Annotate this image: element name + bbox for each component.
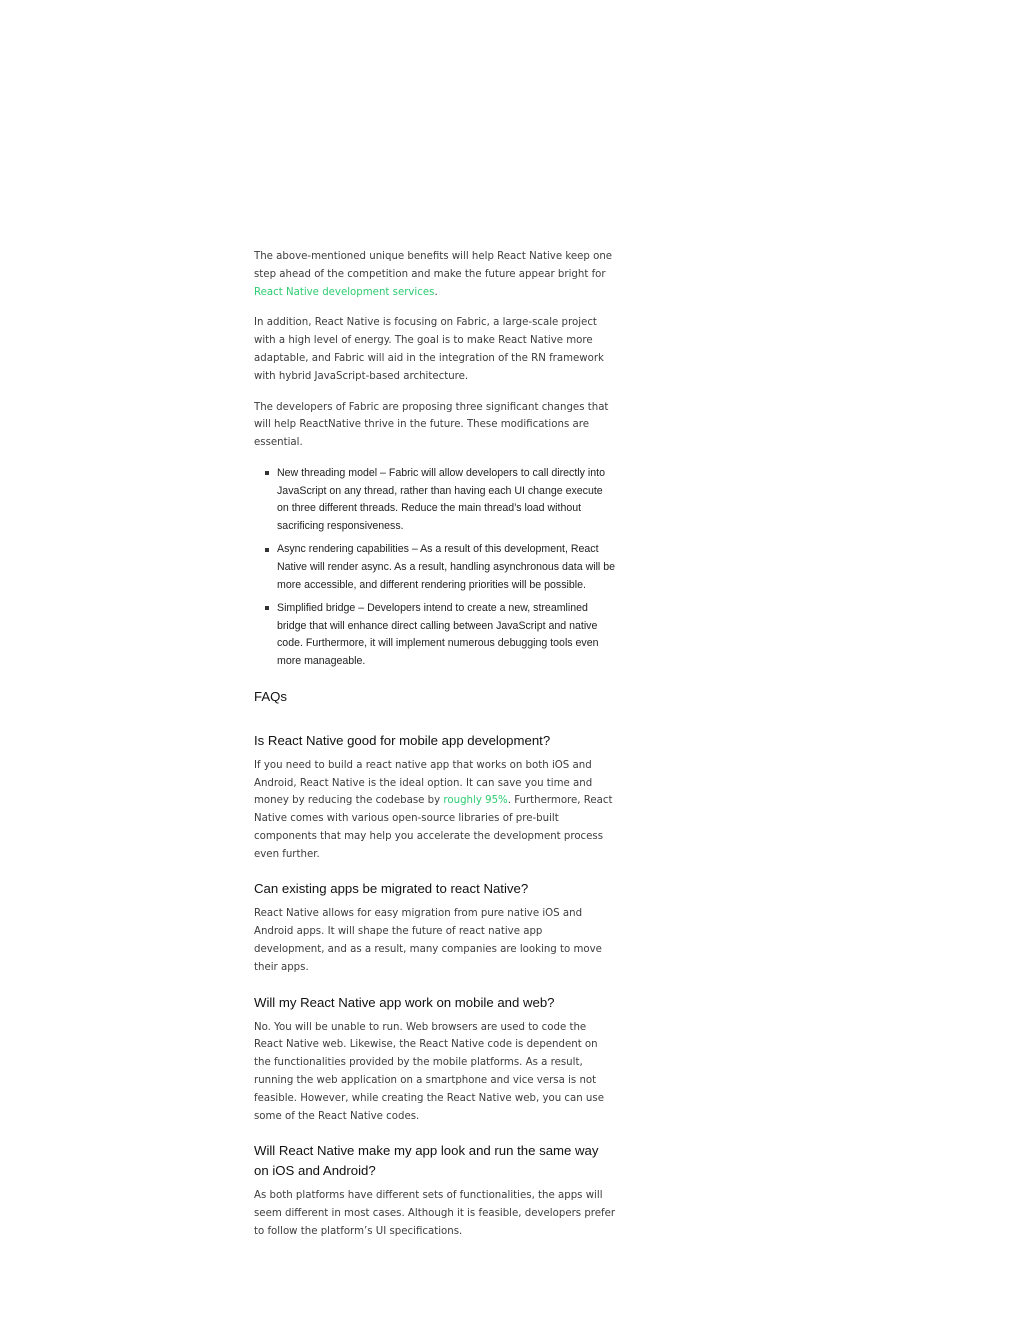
faq-item-3 <box>254 993 616 1126</box>
list-item: New threading model – Fabric will allow developers to call directly into JavaScript on any thread, rather than having each UI change execute on three different threads. Reduce the main thread’s load without sacrificing responsiveness. <box>277 465 616 536</box>
faq-answer: React Native allows for easy migration from pure native iOS and Android apps. It will shape the future of react native app development, and as a result, many companies are looking to move their apps. <box>254 908 602 973</box>
faq-question: Will React Native make my app look and run the same way on iOS and Android? <box>254 1143 599 1179</box>
faq-item-1 <box>254 731 616 864</box>
faq-item-2 <box>254 879 616 976</box>
intro-paragraph-1: The above-mentioned unique benefits will help React Native keep one step ahead of the competition and make the future appear bright for React Native development services. <box>254 251 613 298</box>
bullet-icon <box>265 548 269 552</box>
faq-answer: No. You will be unable to run. Web browsers are used to code the React Native web. Likewise, the React Native code is dependent on the functionalities provided by the mobile platforms. As a result, running the web application on a smartphone and vice versa is not feasible. However, while creating the React Native web, you can use some of the React Native codes. <box>254 1021 604 1122</box>
article-column <box>254 248 616 1257</box>
bullet-icon <box>265 471 269 475</box>
faq-question: Is React Native good for mobile app development? <box>254 732 551 748</box>
react-native-services-link[interactable]: React Native development services <box>254 286 435 298</box>
faq-item-4 <box>254 1141 616 1240</box>
intro-paragraph-2: In addition, React Native is focusing on Fabric, a large-scale project with a high level of energy. The goal is to make React Native more adaptable, and Fabric will aid in the integration of the RN framework with hybrid JavaScript-based architecture. <box>254 317 604 382</box>
bullet-icon <box>265 606 269 610</box>
faq-question: Will my React Native app work on mobile and web? <box>254 994 555 1010</box>
list-item: Simplified bridge – Developers intend to create a new, streamlined bridge that will enhance direct calling between JavaScript and native code. Furthermore, it will implement numerous debugging tools even more manageable. <box>277 600 616 671</box>
faq-question: Can existing apps be migrated to react Native? <box>254 881 529 897</box>
faqs-heading: FAQs <box>254 688 287 704</box>
list-item: Async rendering capabilities – As a result of this development, React Native will render async. As a result, handling asynchronous data will be more accessible, and different rendering priorities will be possible. <box>277 541 616 594</box>
roughly-95-link[interactable]: roughly 95% <box>443 795 508 807</box>
intro-paragraph-3: The developers of Fabric are proposing three significant changes that will help ReactNative thrive in the future. These modifications are essential. <box>254 401 609 449</box>
faq-answer: As both platforms have different sets of functionalities, the apps will seem different in most cases. Although it is feasible, developers prefer to follow the platform’s UI specifications. <box>254 1190 616 1238</box>
fabric-changes-list <box>254 465 616 671</box>
faq-answer: If you need to build a react native app that works on both iOS and Android, React Native is the ideal option. It can save you time and money by reducing the codebase by roughly 95%. Furthermore, React Native comes with various open-source libraries of pre-built components that may help you accelerate the development process even further. <box>254 759 613 860</box>
